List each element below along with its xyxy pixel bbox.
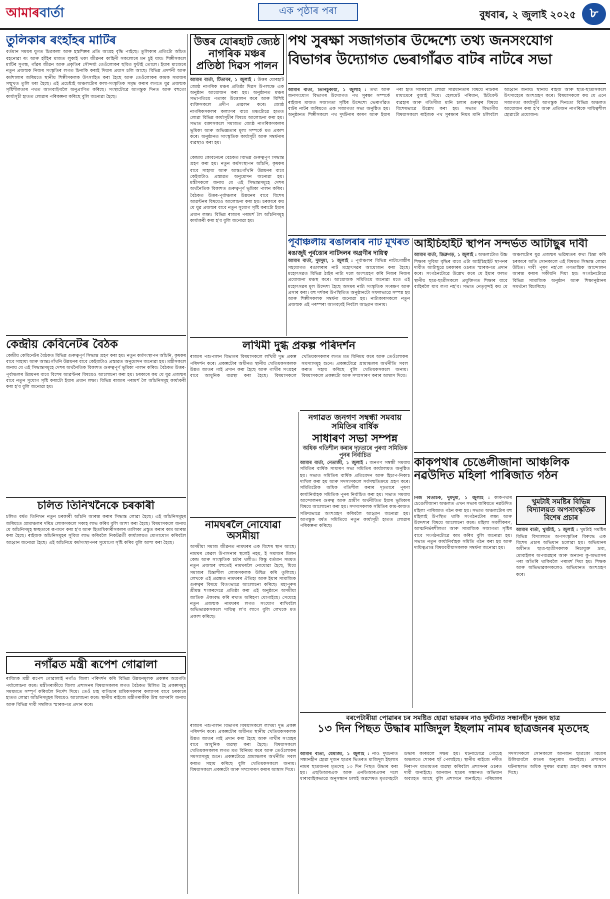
section-divider xyxy=(6,652,186,653)
article-body: তথ্য আৰু জনসংযোগ বিভাগৰ উদ্যোগত পথ সুৰক্ষা সম্পৰ্কে ৰাইজৰ মাজত সজাগতা সৃষ্টিৰ উদ্দেশ্যে ভেৰাগাঁৱত বাটৰ নাটৰ জৰিয়তে এক সজাগতা সভা অনুষ্ঠিত হয়। অনুষ্ঠানত শিল্পীসকলে পথ দুৰ্ঘটনাৰ কাৰণ আৰু ইয়াৰ পৰা হাত সাৰিবলৈ লোৱা সাৱধানতাৰ বিষয়ে নাটকৰ মাধ্যমেৰে বুজাই দিয়ে। হেলমেট পৰিধান, চিটবেল্ট ব্যৱহাৰ আৰু গতিসীমা মানি চলাৰ গুৰুত্বৰ বিষয়ে বিশেষভাৱে উল্লেখ কৰা হয়। সভাত বিভাগীয় বিষয়াসকলে ৰাইজক পথ সুৰক্ষাৰ নিয়ম মানি চলিবলৈ আহ্বান জনায়। স্থানীয় ৰাইজ আৰু ছাত্ৰ-ছাত্ৰীসকলে উৎসাহেৰে অংশগ্ৰহণ কৰে। বিষয়াসকলে কয় যে এনে সজাগতা কাৰ্য্যসূচী আগন্তুক দিনতো বিভিন্ন অঞ্চলত আয়োজন কৰা হ'ব আৰু প্ৰতিজন নাগৰিকে দায়িত্বশীল হোৱাটো প্ৰয়োজন। xyxy=(288,88,606,119)
article-lakhimi-top xyxy=(190,156,284,336)
article-body: অসমীয়া সমাজ জীৱনত নামঘৰৰ এক বিশেষ স্থান আছে। নামঘৰ কেৱল উপাসনাৰ স্থলেই নহয়, ই সমাজৰ মিলন কেন্দ্ৰ আৰু সাংস্কৃতিক চৰ্চাৰ থলীও। কিন্তু বৰ্তমান সময়ত নতুন প্ৰজন্মৰ বহুতেই নামঘৰলৈ নোযোৱা হৈছে, যিয়ে সমাজৰ চিন্তাশীল লোকসকলক উদ্বিগ্ন কৰি তুলিছে। লেখকে এই প্ৰৱন্ধত নামঘৰৰ ঐতিহ্য আৰু ইয়াৰ সামাজিক গুৰুত্বৰ বিষয়ে বিতংভাৱে আলোচনা কৰিছে। মহাপুৰুষ শ্ৰীমন্ত শংকৰদেৱে প্ৰতিষ্ঠা কৰা এই অনুষ্ঠানে অসমীয়া জাতিক ঐক্যবদ্ধ কৰি ৰখাত অৰিহণা যোগাইছে। সেয়েহে নতুন প্ৰজন্মক নামঘৰৰ লগত সংযোগ ৰাখিবলৈ অভিভাৱকসকলে দায়িত্ব ল'ব লাগে বুলি লেখকে মত প্ৰকাশ কৰিছে। xyxy=(190,545,296,620)
byline: নিজ বিৰ্তাচক, দুমদুমা, ১ জুলাই : xyxy=(414,496,490,501)
headline: নামঘৰলৈ নোযোৱা অসমীয়া xyxy=(205,520,281,543)
article-kakopathar-headline xyxy=(414,452,606,492)
column-divider xyxy=(298,412,299,894)
article-body: নাও দুৰ্ঘটনাত সন্ধানহীন হোৱা দুজন ছাত্ৰৰ ভিতৰত মাজিদুল ইছলাম নামৰ ছাত্ৰজনৰ মৃতদেহ ১৩ দিন পিছত উদ্ধাৰ কৰা হয়। এছডিআৰএফ আৰু এনডিআৰএফৰ দলে ধাৰাবাহিকভাৱে অনুসন্ধান চলাই অৱশেষত মৃতদেহটো উদ্ধাৰ কৰিবলৈ সক্ষম হয়। ঘটনাটোৱে গোটেই অঞ্চলতে শোকৰ ছাঁ পেলাইছে। স্থানীয় ৰাইজে নদীত নিৰাপদ যাতায়তৰ ব্যৱস্থা কৰিবলৈ প্ৰশাসনৰ ওচৰত দাবী জনাইছে। আনজন ছাত্ৰৰ সন্ধানত অভিযান অব্যাহত আছে বুলি প্ৰশাসনে জনাইছে। পৰিয়ালৰ সদস্যসকলে সোনকালে আনজন ছাত্ৰকো বিচাৰি উলিয়াবলৈ কাতৰ অনুৰোধ জনাইছে। প্ৰশাসনে ঘটনাস্থলত অধিক সুৰক্ষা ব্যৱস্থা গ্ৰহণ কৰাৰ আশ্বাস দিছে। xyxy=(300,752,606,783)
headline: চলিত তিনিখনৈকে চৰকাৰী xyxy=(37,500,155,512)
column-divider xyxy=(187,34,188,894)
article-namghar-cont: ৰাজ্যৰ পশুপালন বিভাগৰ বিষয়াসকলে লখিমী দুগ্ধ প্ৰকল্প পৰিদৰ্শন কৰে। প্ৰকল্পটোৰ অধীনত স্থানীয় খেতিয়কসকলক উন্নত জাতৰ গাই প্ৰদান কৰা হৈছে আৰু গাখীৰ সংগ্ৰহৰ বাবে আধুনিক ব্যৱস্থা কৰা হৈছে। বিষয়াসকলে খেতিয়কসকলৰ লগত মত বিনিময় কৰে আৰু তেওঁলোকৰ সমস্যাসমূহ শুনে। প্ৰকল্পটোৱে গ্ৰামাঞ্চলৰ অৰ্থনীতি সবল কৰাত সহায় কৰিছে বুলি খেতিয়কসকলে জনায়। বিষয়াসকলে প্ৰকল্পটো আৰু সম্প্ৰসাৰণ কৰাৰ আশ্বাস দিয়ে। xyxy=(190,724,296,774)
column-divider xyxy=(286,34,287,336)
article-body: কাকপথাৰ চেঙেলীজানা অঞ্চলত এখন সভাৰ জৰিয়তে নৱউদিত মহিলা পাৰিজাত গঠন কৰা হয়। সভাত অঞ্চলটোৰ বহু মহিলাই উপস্থিত থাকি সংগঠনটোৰ লক্ষ্য আৰু উদ্দেশ্যৰ বিষয়ে আলোচনা কৰে। মহিলা সবলীকৰণ, আত্মনিৰ্ভৰশীলতা আৰু সামাজিক সজাগতা সৃষ্টিৰ বাবে সংগঠনটোৱে কাম কৰিব বুলি জনোৱা হয়। সভাত নতুন কাৰ্য্যনিৰ্বাহক সমিতি গঠন কৰা হয় আৰু দায়িত্বপ্ৰাপ্ত বিষয়ববীয়াসকলক সম্বৰ্ধনা জনোৱা হয়। xyxy=(414,496,512,552)
column-divider xyxy=(412,238,413,708)
article-uttar xyxy=(190,34,284,152)
section-divider xyxy=(288,235,606,236)
section-divider xyxy=(6,335,186,336)
dateline: বুধবাৰ, ২ জুলাই ২০২৫ xyxy=(479,10,576,21)
masthead xyxy=(0,0,610,30)
headline: আইচিহাইট স্থাপন সন্দৰ্ভত আটাছুৰ দাবী xyxy=(414,238,588,250)
article-iit xyxy=(414,238,606,446)
section-divider xyxy=(300,410,410,411)
headline: খুমটাই সমষ্টিৰ বিভিন্ন বিদ্যালয়ত অপসাংস্কৃতিক বিশেষ প্ৰচাৰ xyxy=(516,496,606,525)
article-body: খুমটাই সমষ্টিৰ বিভিন্ন বিদ্যালয়ত অপসংস্কৃতিৰ বিৰুদ্ধে এক বিশেষ প্ৰচাৰ অভিযান চলোৱা হয়। অভিযানৰ অধীনত ছাত্ৰ-ছাত্ৰীসকলক নিচাযুক্ত দ্ৰব্য, মোবাইলৰ অপব্যৱহাৰ আৰু অন্যান্য কু-অভ্যাসৰ পৰা আঁতৰি থাকিবলৈ পৰামৰ্শ দিয়া হয়। শিক্ষক আৰু অভিভাৱকসকলেও অভিযানত অংশগ্ৰহণ কৰে। xyxy=(516,528,606,578)
article-body: পূৰ্বাঞ্চলৰ বিভিন্ন নাট্যগোষ্ঠীৰ সহযোগত ৰঙালৰাৰ নাট মহোৎসৱৰ আয়োজন কৰা হৈছে। মহোৎসৱত বিভিন্ন ঠাইৰ নাট্য দলে অংশগ্ৰহণ কৰি নিজৰ নিজৰ প্ৰযোজনা মঞ্চস্থ কৰে। আয়োজক সমিতিয়ে জনোৱা মতে এই মহোৎসৱৰ মূল উদ্দেশ্য হৈছে অসমৰ নাট্য সংস্কৃতিক সংৰক্ষণ আৰু প্ৰসাৰ কৰা। বহু দৰ্শকৰ উপস্থিতিত অনুষ্ঠানটো সফলভাৱে সম্পন্ন হয় আৰু শিল্পীসকলক সম্বৰ্ধনা জনোৱা হয়। নাট্যকাৰসকলে নতুন প্ৰজন্মক এই পৰম্পৰা আগবঢ়াই নিবলৈ আহ্বান জনায়। xyxy=(288,259,410,309)
byline: আমাৰ বাৰ্তা, তিনিচুকীয়া, ১ জুলাই : xyxy=(288,88,367,93)
byline: আমাৰ বাৰ্তা, খুমটাই, ১ জুলাই : xyxy=(516,528,578,534)
article-body: কেন্দ্ৰীয় কেবিনেটৰ বৈঠকত বিভিন্ন গুৰুত্বপূৰ্ণ সিদ্ধান্ত গ্ৰহণ কৰা হয়। নতুন কৰ্মসংস্থাপন আঁচনি, কৃষকৰ বাবে সাহায্য আৰু আন্তঃগাঁথনি উন্নয়নৰ বাবে কেইবাটাও প্ৰস্তাৱত অনুমোদন জনোৱা হয়। মন্ত্ৰীসকলে জনায় যে এই সিদ্ধান্তসমূহে দেশৰ অৰ্থনৈতিক বিকাশত গুৰুত্বপূৰ্ণ ভূমিকা পালন কৰিব। বৈঠকত উত্তৰ-পূৰ্বাঞ্চলৰ উন্নয়নৰ বাবে বিশেষ আৱণ্টনৰ বিষয়েও আলোচনা কৰা হয়। চৰকাৰে কয় যে যুৱ প্ৰজন্মৰ বাবে নতুন সুযোগ সৃষ্টি কৰাটো ইয়াৰ প্ৰধান লক্ষ্য। বিভিন্ন ৰাজ্যৰ পৰামৰ্শ লৈ আঁচনিসমূহ কাৰ্য্যকৰী কৰা হ'ব বুলি জনোৱা হয়। xyxy=(6,353,186,391)
headline-line1: পথ সুৰক্ষা সজাগতাৰ উদ্দেশ্যে তথ্য জনসংযোগ xyxy=(288,34,553,49)
byline: আমাৰ বাৰ্তা, টিতাবৰ, ১ জুলাই : xyxy=(190,78,256,84)
byline: আমাৰ বাৰ্তা, ডিব্ৰুগড়, ১ জুলাই : xyxy=(414,253,477,259)
headline: ১৩ দিন পিছত উদ্ধাৰ মাজিদুল ইছলাম নামৰ ছাত্ৰজনৰ মৃতদেহ xyxy=(317,722,589,736)
headline: নগাঁৱত জনগণ সম্বন্ধী সমবায় সমিতিৰ বাৰ্ষিক xyxy=(308,414,402,431)
headline: লখিমী দুগ্ধ প্ৰকল্প পৰিদৰ্শন xyxy=(242,340,356,352)
article-nagaon-sabha xyxy=(300,414,410,666)
byline: আমাৰ বাৰ্তা, ধেমাজী, ১ জুলাই : xyxy=(300,752,370,757)
subheadline: সাধাৰণ সভা সম্পন্ন xyxy=(312,431,398,445)
article-body: কেন্দ্ৰীয় কেবিনেটৰ বৈঠকত বিভিন্ন গুৰুত্বপূৰ্ণ সিদ্ধান্ত গ্ৰহণ কৰা হয়। নতুন কৰ্মসংস্থাপন আঁচনি, কৃষকৰ বাবে সাহায্য আৰু আন্তঃগাঁথনি উন্নয়নৰ বাবে কেইবাটাও প্ৰস্তাৱত অনুমোদন জনোৱা হয়। মন্ত্ৰীসকলে জনায় যে এই সিদ্ধান্তসমূহে দেশৰ অৰ্থনৈতিক বিকাশত গুৰুত্বপূৰ্ণ ভূমিকা পালন কৰিব। বৈঠকত উত্তৰ-পূৰ্বাঞ্চলৰ উন্নয়নৰ বাবে বিশেষ আৱণ্টনৰ বিষয়েও আলোচনা কৰা হয়। চৰকাৰে কয় যে যুৱ প্ৰজন্মৰ বাবে নতুন সুযোগ সৃষ্টি কৰাটো ইয়াৰ প্ৰধান লক্ষ্য। বিভিন্ন ৰাজ্যৰ পৰামৰ্শ লৈ আঁচনিসমূহ কাৰ্য্যকৰী কৰা হ'ব বুলি জনোৱা হয়। xyxy=(190,156,284,224)
headline: তুলিকাৰ ৰংহাঁহৰ মাটিৰ xyxy=(6,34,117,47)
article-kakopathar-body xyxy=(414,496,512,706)
page-number-badge: ৮ xyxy=(582,3,606,25)
section-divider xyxy=(190,337,408,338)
article-majidul-headline xyxy=(300,712,606,748)
headline: উত্তৰ যোৰহাট জ্যেষ্ঠ নাগৰিক মঞ্চৰ প্ৰতিষ্ঠা দিৱস পালন xyxy=(190,34,284,75)
kicker: বৰপেটাৰীয়া পোৱাৰৰ চৰ সমষ্টিত হোৱা ভাৱকৰ নাও দুৰ্ঘটনাত সন্ধানহীন দুজন ছাত্ৰ xyxy=(346,714,560,722)
article-chalit xyxy=(6,500,186,650)
article-body: ৰাজ্যিক মন্ত্ৰী ৰূপেশ গোৱালাই নগাঁও জিলা পৰিদৰ্শন কৰি বিভিন্ন উন্নয়নমূলক প্ৰকল্পৰ অগ্ৰগতি পৰ্যালোচনা কৰে। মন্ত্ৰীগৰাকীয়ে জিলা প্ৰশাসনৰ বিষয়াসকলৰ লগত বৈঠকত মিলিত হৈ প্ৰকল্পসমূহ সময়মতে সম্পূৰ্ণ কৰিবলৈ নিৰ্দেশ দিয়ে। তেওঁ চাহ বাগিচাৰ শ্ৰমিকসকলৰ কল্যাণৰ বাবে চৰকাৰে হাতত লোৱা আঁচনিসমূহৰ বিষয়েও আলোচনা কৰে। স্থানীয় ৰাইজে মন্ত্ৰীগৰাকীক উষ্ম আদৰণি জনায় আৰু বিভিন্ন দাবী সম্বলিত স্মাৰকপত্ৰ প্ৰদান কৰে। xyxy=(6,677,186,708)
section-divider xyxy=(190,517,296,518)
article-body: উত্তৰ যোৰহাট জ্যেষ্ঠ নাগৰিক মঞ্চৰ প্ৰতিষ্ঠা দিৱস উপলক্ষে এক অনুষ্ঠান আয়োজন কৰা হয়। অনুষ্ঠানত মঞ্চৰ সভাপতিয়ে পতাকা উত্তোলন কৰে আৰু বিশিষ্ট ব্যক্তিসকলে প্ৰদীপ প্ৰজ্বলন কৰে। জ্যেষ্ঠ নাগৰিকসকলৰ কল্যাণৰ বাবে মঞ্চটোৱে হাতত লোৱা বিভিন্ন কাৰ্য্যসূচীৰ বিষয়ে আলোচনা কৰা হয়। সভাত বক্তাসকলে সমাজত জ্যেষ্ঠ নাগৰিকসকলৰ ভূমিকা আৰু অভিজ্ঞতাৰ মূল্য সম্পৰ্কে মত প্ৰকাশ কৰে। অনুষ্ঠানত সাংস্কৃতিক কাৰ্য্যসূচী আৰু সম্বৰ্ধনাৰ ব্যৱস্থাও কৰা হয়। xyxy=(190,78,284,147)
article-lead-body xyxy=(288,88,606,233)
kicker: অধিক গতিশীল কৰাৰ দৃঢ়তাৰে পুৰণা সমিতিক পুনৰ নিৰ্বাচিত xyxy=(302,446,408,459)
headline-line1: কাকপথাৰ চেঙেলীজানা আঞ্চলিক xyxy=(414,455,570,469)
headline-line2: নৱউদিত মহিলা পাৰিজাত গঠন xyxy=(414,467,558,482)
article-tulika xyxy=(6,34,186,334)
article-sidebox xyxy=(516,496,606,706)
article-body: জনগণ সম্বন্ধী সমবায় সমিতিৰ বাৰ্ষিক সাধাৰণ সভা সমিতিৰ কাৰ্য্যালয়ত অনুষ্ঠিত হয়। সভাত সমিতিৰ বাৰ্ষিক প্ৰতিবেদন আৰু হিচাপ-নিকাচ দাখিল কৰা হয় আৰু সদস্যসকলে সৰ্বসন্মতিক্ৰমে গ্ৰহণ কৰে। সমিতিটোক অধিক গতিশীল কৰাৰ দৃঢ়তাৰে পুৰণা কাৰ্য্যনিৰ্বাহক সমিতিক পুনৰ নিৰ্বাচিত কৰা হয়। সভাত সমবায় আন্দোলনৰ গুৰুত্ব আৰু গ্ৰামীণ অৰ্থনীতিত ইয়াৰ ভূমিকাৰ বিষয়ে আলোচনা কৰা হয়। সদস্যসকলক সমিতিৰ কাম-কাজত সক্ৰিয়ভাৱে অংশগ্ৰহণ কৰিবলৈ আহ্বান জনোৱা হয়। আগন্তুক বৰ্ষত সমিতিয়ে নতুন কাৰ্য্যসূচী হাতত লোৱাৰ পৰিকল্পনা কৰিছে। xyxy=(300,461,410,530)
article-lead-headline xyxy=(288,34,606,84)
article-cabinet xyxy=(6,338,186,496)
article-body: ৰাজ্যৰ পশুপালন বিভাগৰ বিষয়াসকলে লখিমী দুগ্ধ প্ৰকল্প পৰিদৰ্শন কৰে। প্ৰকল্পটোৰ অধীনত স্থানীয় খেতিয়কসকলক উন্নত জাতৰ গাই প্ৰদান কৰা হৈছে আৰু গাখীৰ সংগ্ৰহৰ বাবে আধুনিক ব্যৱস্থা কৰা হৈছে। বিষয়াসকলে খেতিয়কসকলৰ লগত মত বিনিময় কৰে আৰু তেওঁলোকৰ সমস্যাসমূহ শুনে। প্ৰকল্পটোৱে গ্ৰামাঞ্চলৰ অৰ্থনীতি সবল কৰাত সহায় কৰিছে বুলি খেতিয়কসকলে জনায়। বিষয়াসকলে প্ৰকল্পটো আৰু সম্প্ৰসাৰণ কৰাৰ আশ্বাস দিয়ে। xyxy=(190,355,408,380)
article-body: বর্তমান সময়ৰ যুগত চিত্ৰকলা আৰু হস্তশিল্পৰ প্রতি আগ্ৰহ বৃদ্ধি পাইছে। তুলিকাৰ প্রতিটো আঁচত বহনোৱা ৰং আৰু হাঁহিৰ মাজত লুকাই থকা জীৱনৰ কাহিনী সকলোৰে মন চুই যায়। শিল্পীসকলে মাটিৰ সুগন্ধ, গাঁৱৰ জীৱন আৰু প্ৰকৃতিৰ সৌন্দৰ্য্য তেওঁলোকৰ ছবিত ফুটাই তোলে। ইয়াৰ মাজেৰে নতুন প্ৰজন্মক নিজৰ সংস্কৃতিৰ লগত চিনাকি কৰাই দিয়াৰ প্ৰয়াস চলি আছে। বিভিন্ন প্ৰদৰ্শনী আৰু কৰ্মশালাৰ জৰিয়তে স্থানীয় শিল্পীসকলক উৎসাহিত কৰা হৈছে আৰু তেওঁলোকৰ কামক সমাজৰ সন্মুখত তুলি ধৰা হৈছে। এই প্ৰচেষ্টাই অঞ্চলটোৰ কলা-সংস্কৃতিক সমৃদ্ধ কৰাৰ লগতে যুৱ প্ৰজন্মক সৃষ্টিশীলতাৰ পথত আগবাঢ়িবলৈ অনুপ্ৰাণিত কৰিছে। সংস্থাটোৱে আগন্তুক দিনত আৰু বহুতো কাৰ্য্যসূচী হাতত লোৱাৰ পৰিকল্পনা কৰিছে বুলি জনোৱা হৈছে। xyxy=(6,50,186,100)
subheadline: ৰঙাজুই পূৰ্বত্তোৰ নাটিদলৰ অগ্ৰণীৰ দায়িত্ব xyxy=(288,249,388,257)
headline: নগাঁৱত মন্ত্ৰী ৰূপেশ গোৱালা xyxy=(6,656,186,674)
article-nagaon-mantri xyxy=(6,656,186,894)
article-majidul-body xyxy=(300,752,606,894)
newspaper-logo: আমাৰবাৰ্তা xyxy=(6,6,65,21)
section-divider xyxy=(6,497,186,498)
article-body: চলিত বৰ্ষত তিনিখন নতুন চৰকাৰী আঁচনি আৰম্ভ কৰাৰ সিদ্ধান্ত লোৱা হৈছে। এই আঁচনিসমূহৰ জৰিয়তে গ্ৰামাঞ্চলৰ দৰিদ্ৰ লোকসকলে সকাহ লাভ কৰিব বুলি আশা কৰা হৈছে। বিষয়াসকলে জনায় যে আঁচনিসমূহ স্বচ্ছতাৰে ৰূপায়ণ কৰা হ'ব আৰু হিতাধিকাৰীসকলৰ তালিকা প্ৰস্তুত কৰাৰ কাম আৰম্ভ কৰা হৈছে। ৰাইজক আঁচনিসমূহৰ সুবিধা লাভ কৰিবলৈ নিকটৱৰ্তী কাৰ্য্যালয়ত যোগাযোগ কৰিবলৈ আহ্বান জনোৱা হৈছে। এই আঁচনিয়ে কৰ্মসংস্থাপনৰ সুযোগো সৃষ্টি কৰিব বুলি আশা কৰা হৈছে। xyxy=(6,515,186,546)
headline-line2: বিভাগৰ উদ্যোগত ভেৰাগাঁৱত বাটৰ নাটৰে সভা xyxy=(288,51,553,68)
headline: কেন্দ্ৰীয় কেবিনেটৰ বৈঠক xyxy=(6,338,118,351)
byline: আমাৰ বাৰ্তা, দুমদুমা, ১ জুলাই : xyxy=(288,259,353,265)
article-body: অঞ্চলটোত উচ্চ শিক্ষাৰ সুবিধা বৃদ্ধিৰ বাবে এটা আইচিহাইট স্থাপনৰ দাবীত আটাছুৱে চৰকাৰৰ ওচৰত স্মাৰকপত্ৰ প্ৰদান কৰে। সংগঠনটোৱে উল্লেখ কৰে যে ইয়াৰ ফলত স্থানীয় ছাত্ৰ-ছাত্ৰীসকলে প্ৰযুক্তিগত শিক্ষাৰ বাবে বাহিৰলৈ যাব লগা নহ'ব। সভাত নেতৃবৃন্দই কয় যে অঞ্চলটোৰ যুৱ প্ৰজন্মৰ ভৱিষ্যতৰ কথা চিন্তা কৰি চৰকাৰে অতি সোনকালে এই বিষয়ত সিদ্ধান্ত লোৱা উচিত। দাবী পূৰণ নহ'লে গণতান্ত্ৰিক আন্দোলন আৰম্ভ কৰাৰ সকীয়নি দিয়া হয়। সংগঠনটোৱে বিভিন্ন সামাজিক অনুষ্ঠান আৰু শিক্ষানুষ্ঠানৰ সমৰ্থনো বিচাৰিছে। xyxy=(414,253,606,290)
byline: আমাৰ বাৰ্তা, নেতাজী, ১ জুলাই : xyxy=(300,461,368,467)
continued-label: এক পৃষ্ঠাৰ পৰা xyxy=(258,3,358,21)
headline: পূৰ্বাঞ্চলীয় ৰঙালৰাৰ নাট মূখৰত xyxy=(288,238,410,248)
article-namghar xyxy=(190,520,296,720)
